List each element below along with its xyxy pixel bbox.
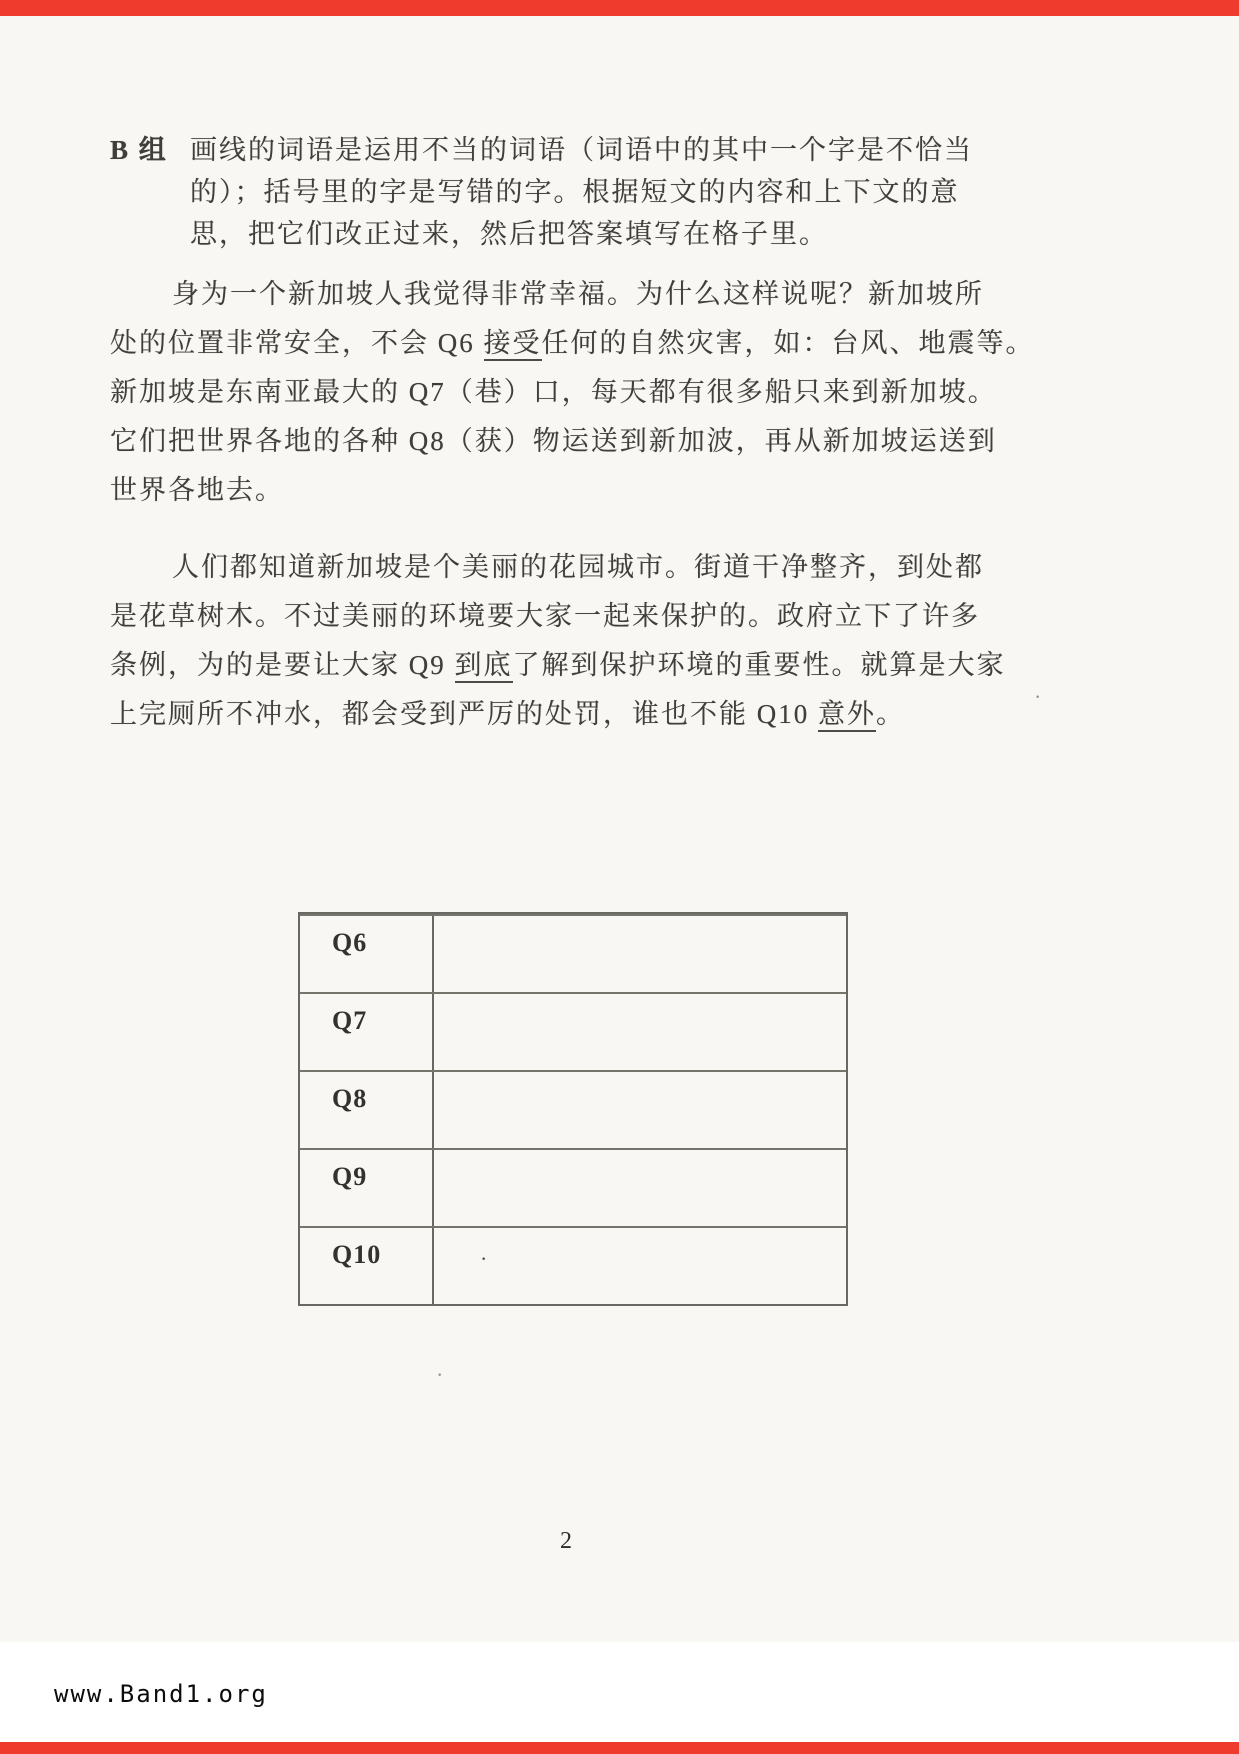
passage1-line5: 世界各地去。: [110, 475, 284, 505]
table-row: [300, 1148, 846, 1226]
passage1-line1: 身为一个新加坡人我觉得非常幸福。为什么这样说呢？新加坡所: [172, 279, 984, 309]
answer-cell-q10: [432, 1228, 846, 1304]
question-number-cell: Q10: [332, 1240, 382, 1269]
passage1-line2-pre: 处的位置非常安全，不会 Q6: [110, 328, 484, 358]
scan-speck: ·: [1034, 684, 1042, 709]
section-instructions-line1: 画线的词语是运用不当的词语（词语中的其中一个字是不恰当: [190, 135, 973, 165]
section-instructions-line2: 的）；括号里的字是写错的字。根据短文的内容和上下文的意: [190, 177, 960, 207]
scan-speck: ·: [480, 1246, 488, 1271]
table-row: [300, 1070, 846, 1148]
passage2-q10-underlined-word: 意外: [818, 699, 876, 732]
table-row: [300, 992, 846, 1070]
passage2-line4: [110, 692, 905, 731]
question-number-cell: Q9: [332, 1162, 368, 1191]
passage2-line1: 人们都知道新加坡是个美丽的花园城市。街道干净整齐，到处都: [172, 552, 984, 582]
passage1-line3: 新加坡是东南亚最大的 Q7（巷）口，每天都有很多船只来到新加坡。: [110, 377, 997, 407]
scan-edge-bar-bottom: [0, 1742, 1239, 1754]
table-row: [300, 1226, 846, 1304]
scan-speck: ·: [436, 1362, 444, 1387]
section-instructions-line3: 思，把它们改正过来，然后把答案填写在格子里。: [190, 219, 828, 249]
answer-cell-q8: [432, 1072, 846, 1148]
question-number-cell: Q6: [332, 928, 368, 957]
answer-cell-q7: [432, 994, 846, 1070]
passage2-q9-underlined-word: 到底: [455, 650, 513, 683]
question-number-cell: Q8: [332, 1084, 368, 1113]
page-number: 2: [560, 1528, 572, 1554]
answer-table: [298, 912, 848, 1306]
passage1-line2-post: 任何的自然灾害，如：台风、地震等。: [541, 328, 1035, 358]
question-number-cell: Q7: [332, 1006, 368, 1035]
section-label: B 组: [110, 135, 168, 165]
scan-edge-bar-top: [0, 0, 1239, 16]
passage2-line3-post: 了解到保护环境的重要性。就算是大家: [512, 650, 1006, 680]
passage1-q6-underlined-word: 接受: [484, 328, 542, 361]
footer-website-url: www.Band1.org: [54, 1680, 268, 1708]
passage2-line3: [110, 643, 1006, 682]
passage1-line4: 它们把世界各地的各种 Q8（获）物运送到新加波，再从新加坡运送到: [110, 426, 997, 456]
answer-cell-q6: [432, 916, 846, 992]
passage2-line4-post: 。: [876, 699, 905, 729]
answer-cell-q9: [432, 1150, 846, 1226]
passage2-line4-pre: 上完厕所不冲水，都会受到严厉的处罚，谁也不能 Q10: [110, 699, 818, 729]
passage1-line2: [110, 321, 1035, 360]
passage2-line3-pre: 条例，为的是要让大家 Q9: [110, 650, 455, 680]
table-row: [300, 914, 846, 992]
passage2-line2: 是花草树木。不过美丽的环境要大家一起来保护的。政府立下了许多: [110, 601, 980, 631]
